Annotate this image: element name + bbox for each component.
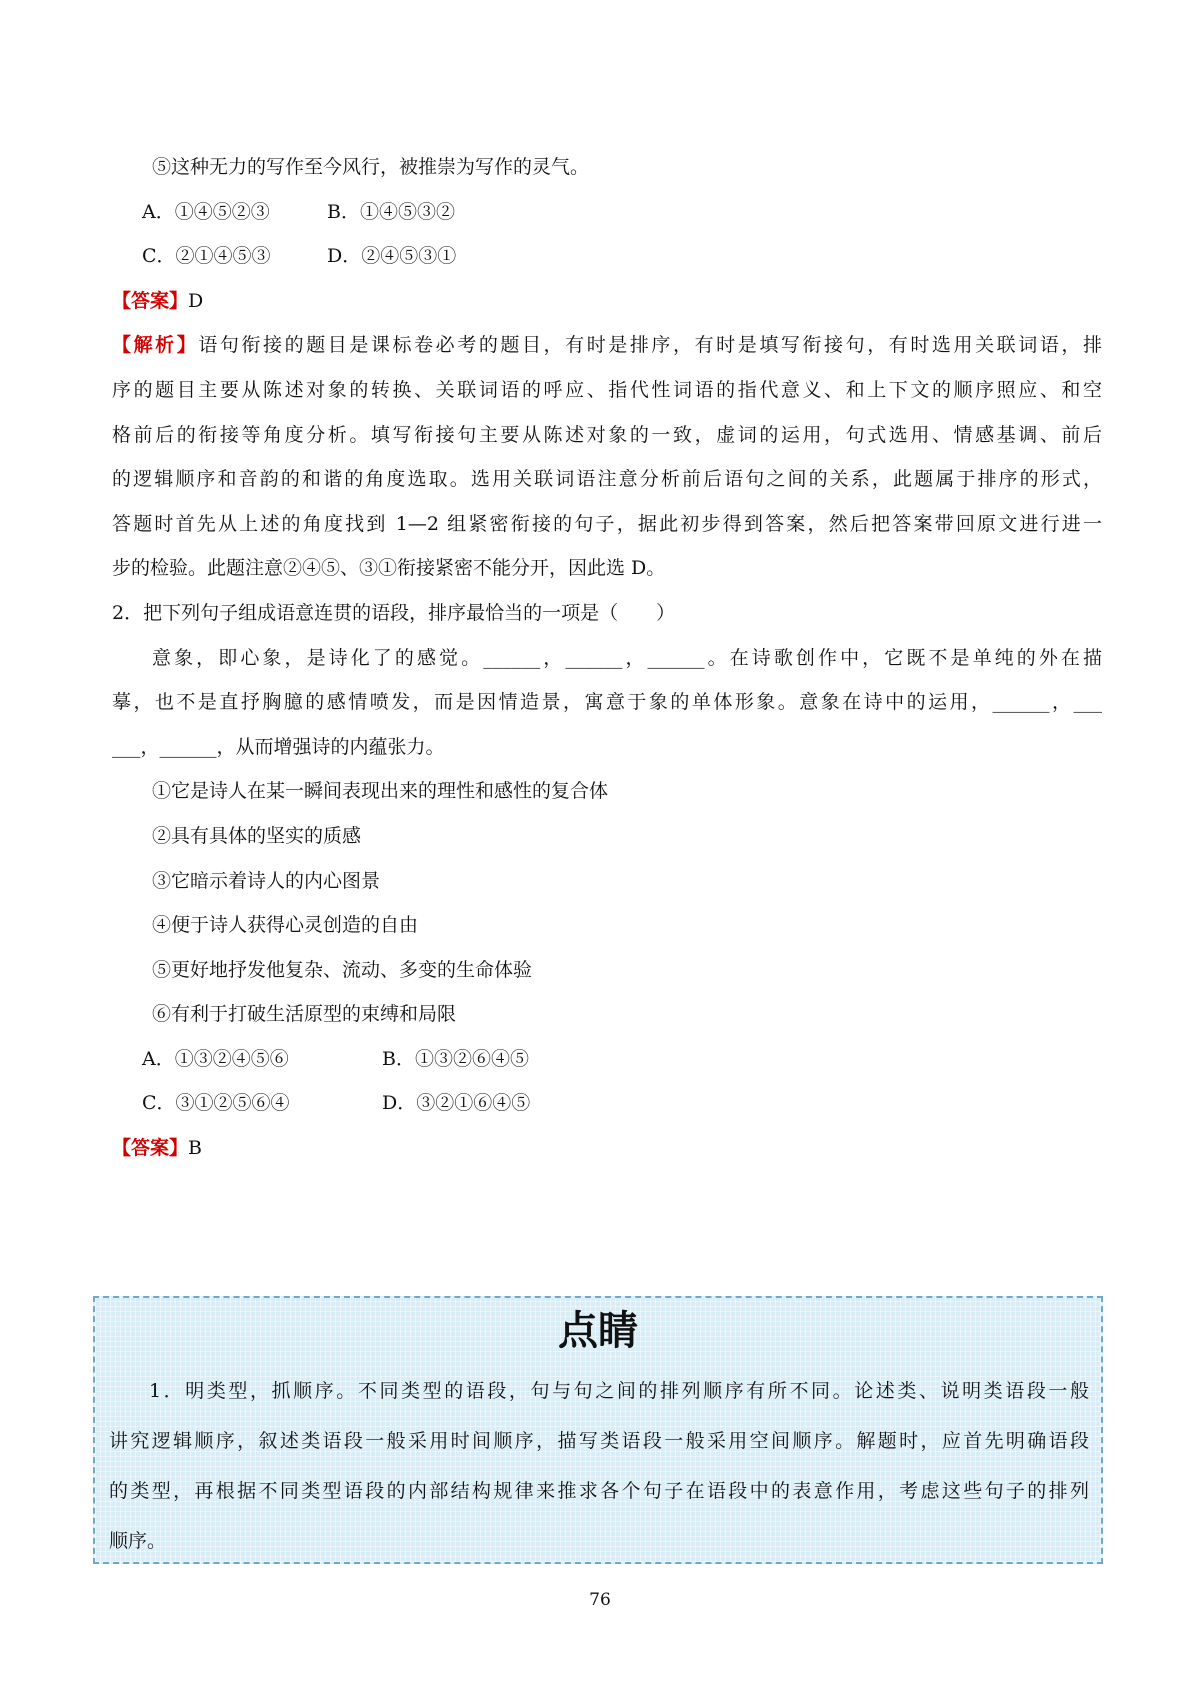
q2-stem: 2．把下列句子组成语意连贯的语段，排序最恰当的一项是（ ） [112,601,676,624]
q1-analysis-line-3: 格前后的衔接等角度分析。填写衔接句主要从陈述对象的一致，虚词的运用，句式选用、情感基调、前后 [112,423,1102,446]
q1-options-row-1 [112,190,1102,235]
analysis-tag: 【解析】 [112,334,199,357]
q2-item-5: ⑤更好地抒发他复杂、流动、多变的生命体验 [152,958,533,981]
dianjing-line-4: 顺序。 [109,1530,167,1552]
dianjing-line-3: 的类型，再根据不同类型语段的内部结构规律来推求各个句子在语段中的表意作用，考虑这些句子的排列 [109,1480,1089,1502]
answer-value: B [188,1137,202,1160]
answer-value: D [188,289,204,312]
q1-answer [112,279,1102,324]
q1-analysis-line-5: 答题时首先从上述的角度找到 1—2 组紧密衔接的句子，据此初步得到答案，然后把答案带回原文进行进一 [112,512,1102,535]
q2-item-1: ①它是诗人在某一瞬间表现出来的理性和感性的复合体 [152,780,609,803]
q2-option-d: D．③②①⑥④⑤ [382,1092,531,1115]
q2-passage-line-1: 意象，即心象，是诗化了的感觉。______，______，______。在诗歌创作中，它既不是单纯的外在描 [152,646,1102,669]
q2-option-c: C．③①②⑤⑥④ [142,1092,290,1115]
answer-tag: 【答案】 [112,289,189,312]
q1-option-b: B．①④⑤③② [327,200,455,223]
main-content [112,145,1102,1171]
q1-analysis-line-4: 的逻辑顺序和音韵的和谐的角度选取。选用关联词语注意分析前后语句之间的关系，此题属于排序的形式， [112,468,1102,491]
q2-item-3: ③它暗示着诗人的内心图景 [152,869,381,892]
q2-options-row-1 [112,1037,1102,1082]
q2-item-4: ④便于诗人获得心灵创造的自由 [152,914,419,937]
page-number: 76 [589,1590,611,1610]
q2-item-2: ②具有具体的坚实的质感 [152,824,362,847]
dianjing-box [93,1296,1103,1564]
q2-passage-line-2: 摹，也不是直抒胸臆的感情喷发，而是因情造景，寓意于象的单体形象。意象在诗中的运用，______，___ [112,691,1102,714]
q1-item-5: ⑤这种无力的写作至今风行，被推崇为写作的灵气。 [152,156,590,178]
dianjing-line-1: 1．明类型，抓顺序。不同类型的语段，句与句之间的排列顺序有所不同。论述类、说明类语段一般 [149,1380,1089,1402]
q1-analysis-line-2: 序的题目主要从陈述对象的转换、关联词语的呼应、指代性词语的指代意义、和上下文的顺序照应、和空 [112,378,1102,401]
dianjing-title: 点睛 [558,1308,638,1354]
q1-analysis-line-1 [112,323,1102,368]
q1-option-a: A．①④⑤②③ [142,200,270,223]
q2-answer [112,1126,1102,1171]
q2-item-6: ⑥有利于打破生活原型的束缚和局限 [152,1003,457,1026]
dianjing-line-2: 讲究逻辑顺序，叙述类语段一般采用时间顺序，描写类语段一般采用空间顺序。解题时，应首先明确语段 [109,1430,1089,1452]
q2-options-row-2 [112,1081,1102,1126]
q1-options-row-2 [112,234,1102,279]
q1-option-c: C．②①④⑤③ [142,245,271,268]
q2-passage-line-3: ___，______，从而增强诗的内蕴张力。 [112,735,445,758]
q2-option-b: B．①③②⑥④⑤ [382,1047,529,1070]
q1-analysis-line-6: 步的检验。此题注意②④⑤、③①衔接紧密不能分开，因此选 D。 [112,557,666,580]
q2-option-a: A．①③②④⑤⑥ [142,1047,289,1070]
q1-option-d: D．②④⑤③① [327,245,457,268]
dianjing-body [109,1366,1089,1566]
analysis-text: 语句衔接的题目是课标卷必考的题目，有时是排序，有时是填写衔接句，有时选用关联词语，排 [198,334,1102,357]
answer-tag: 【答案】 [112,1137,189,1160]
